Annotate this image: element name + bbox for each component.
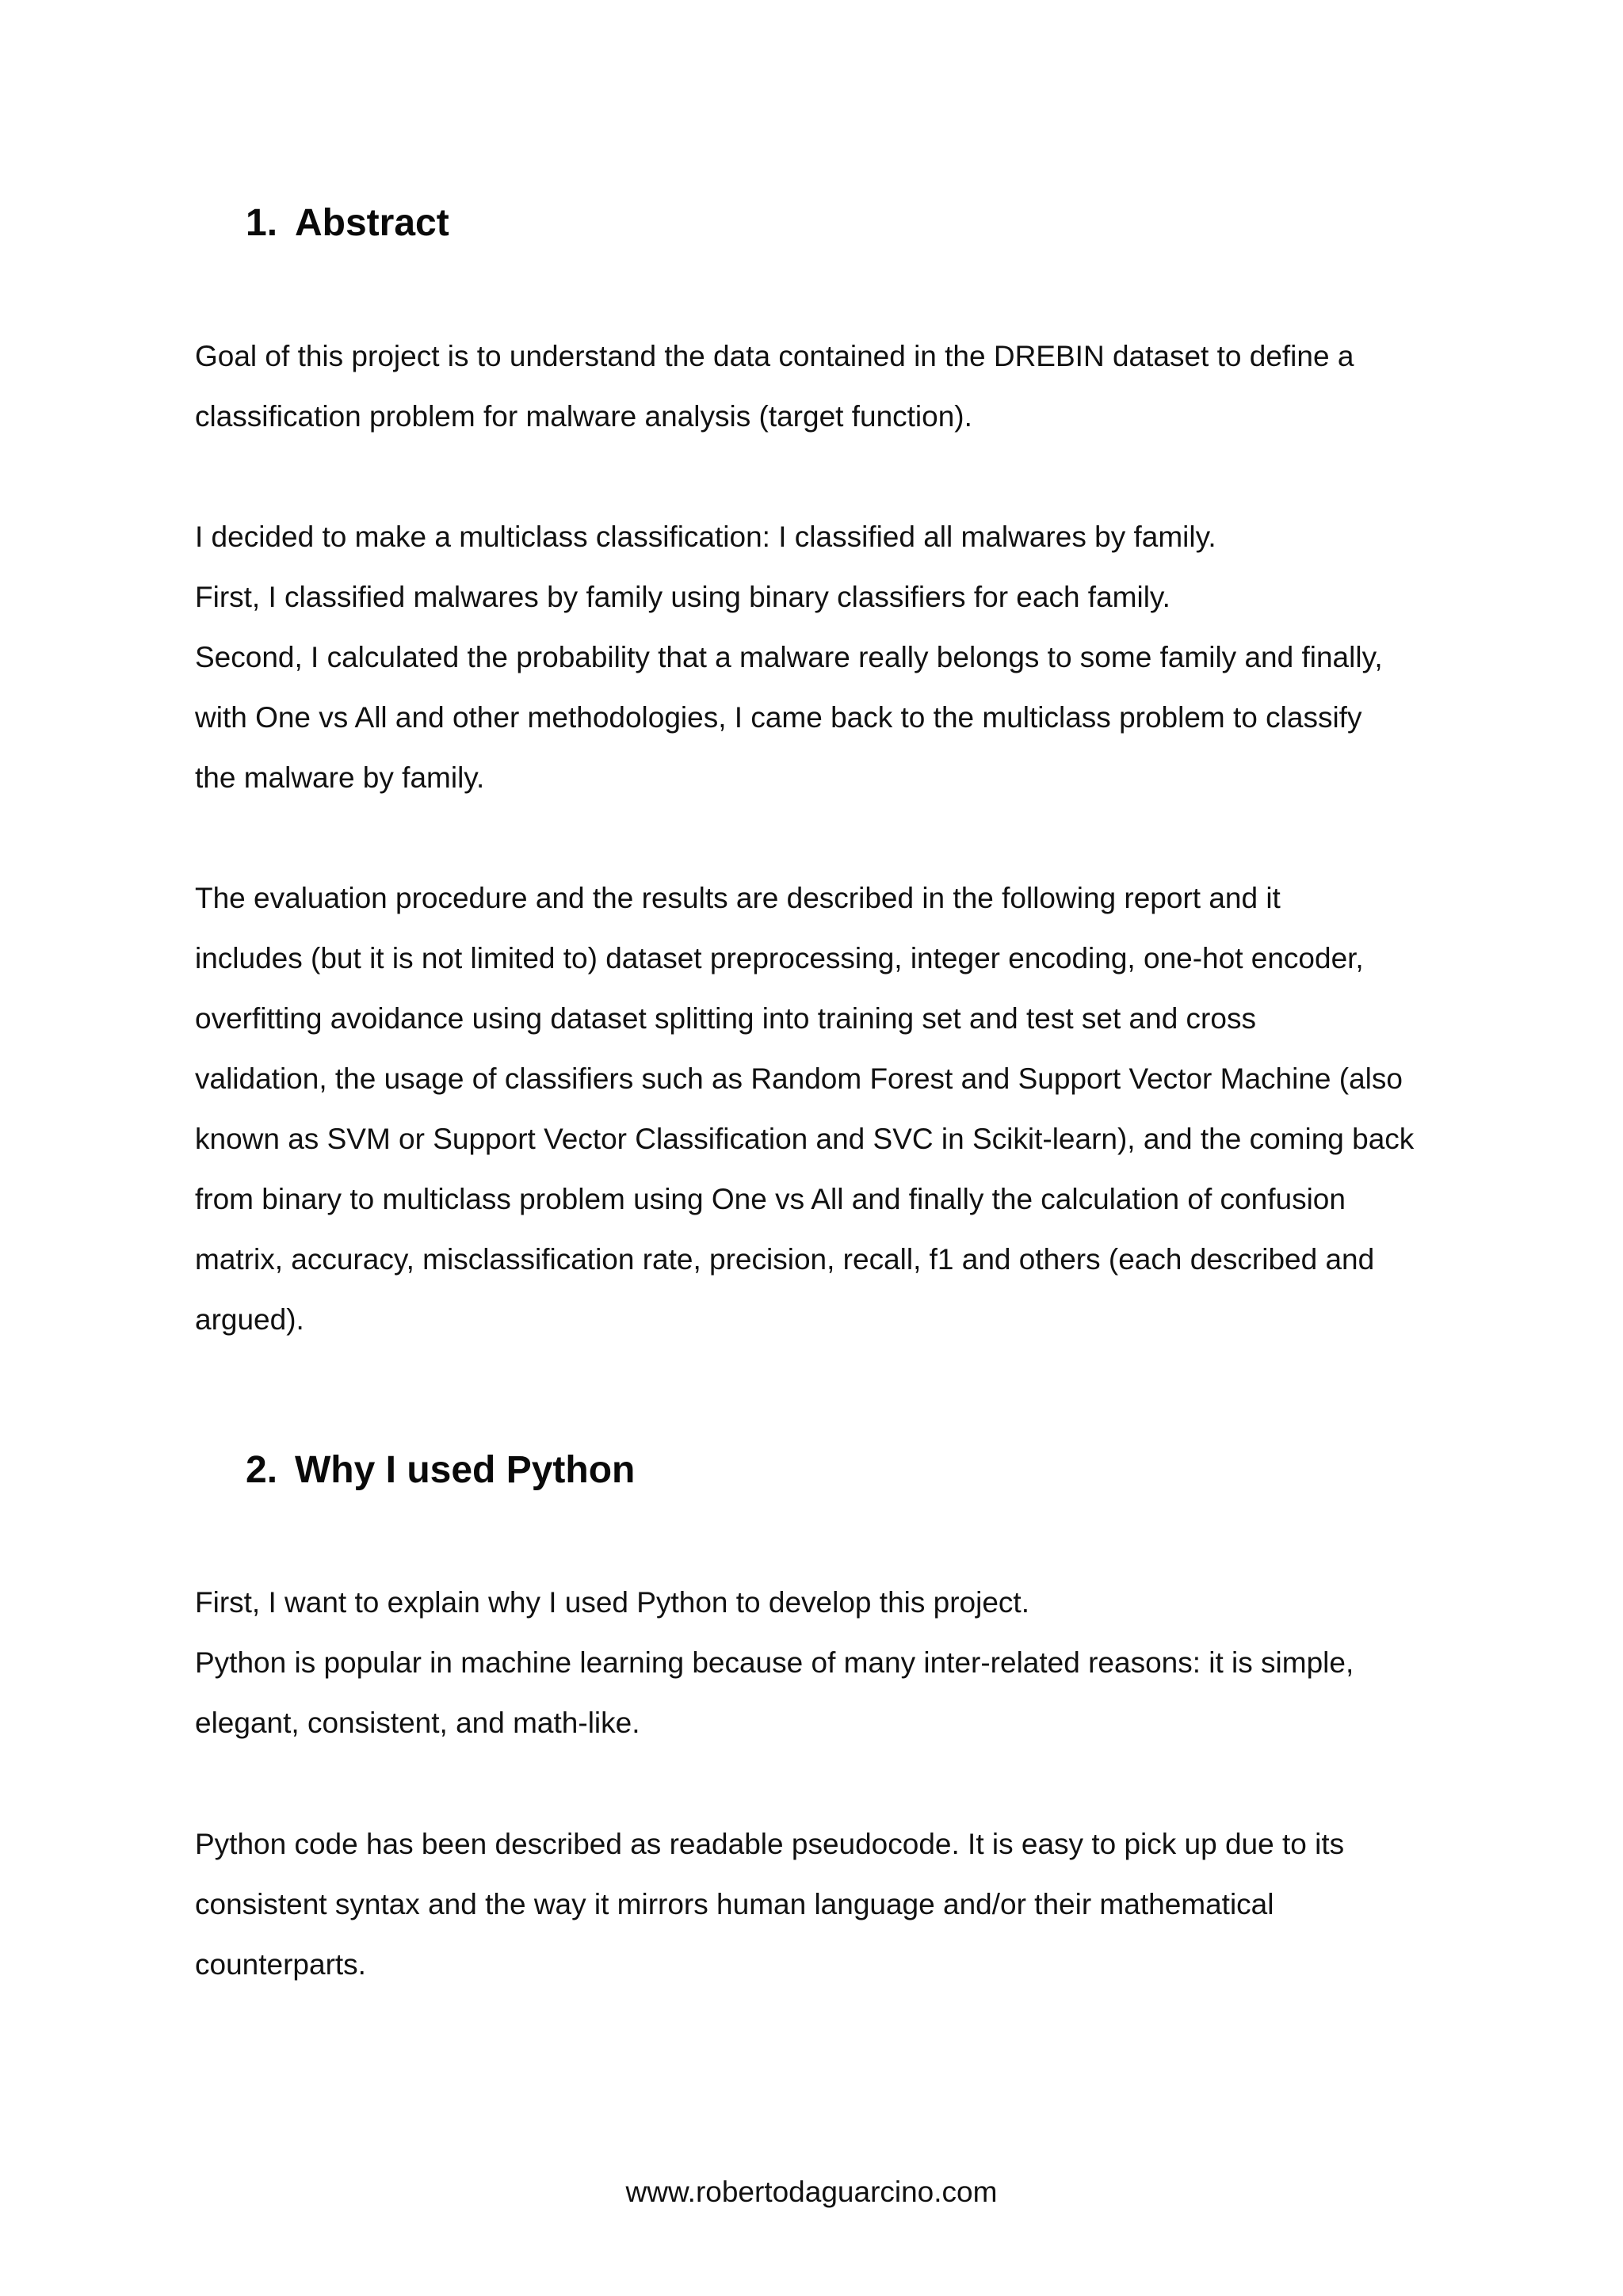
text-line: First, I want to explain why I used Python to develop this project. (195, 1586, 1029, 1619)
text-line: validation, the usage of classifiers such as Random Forest and Support Vector Machine (also (195, 1062, 1403, 1095)
text-line: known as SVM or Support Vector Classification and SVC in Scikit-learn), and the coming back (195, 1123, 1415, 1155)
python-paragraph-1 (195, 1573, 1439, 1753)
abstract-paragraph-3 (195, 868, 1439, 1350)
text-line: Python is popular in machine learning because of many inter-related reasons: it is simple, (195, 1646, 1354, 1679)
section-heading-abstract (246, 200, 449, 247)
text-line: counterparts. (195, 1948, 366, 1981)
text-line: Goal of this project is to understand the data contained in the DREBIN dataset to define a (195, 340, 1354, 372)
text-line: classification problem for malware analysis (target function). (195, 400, 972, 433)
section-number: 2. (246, 1449, 278, 1491)
text-line: includes (but it is not limited to) dataset preprocessing, integer encoding, one-hot encoder, (195, 942, 1364, 974)
section-title: Why I used Python (295, 1449, 636, 1491)
text-line: overfitting avoidance using dataset splitting into training set and test set and cross (195, 1002, 1256, 1035)
text-line: from binary to multiclass problem using One vs All and finally the calculation of confusion (195, 1183, 1346, 1215)
text-line: argued). (195, 1303, 304, 1336)
text-line: matrix, accuracy, misclassification rate, precision, recall, f1 and others (each described and (195, 1243, 1375, 1276)
text-line: with One vs All and other methodologies, I came back to the multiclass problem to classify (195, 701, 1362, 734)
footer-website: www.robertodaguarcino.com (625, 2176, 998, 2208)
text-line: I decided to make a multiclass classification: I classified all malwares by family. (195, 521, 1216, 553)
text-line: Python code has been described as readable pseudocode. It is easy to pick up due to its (195, 1828, 1345, 1860)
text-line: elegant, consistent, and math-like. (195, 1707, 640, 1739)
text-line: The evaluation procedure and the results are described in the following report and it (195, 882, 1281, 914)
section-number: 1. (246, 202, 278, 244)
section-title: Abstract (295, 202, 449, 244)
text-line: consistent syntax and the way it mirrors human language and/or their mathematical (195, 1888, 1274, 1920)
text-line: Second, I calculated the probability that a malware really belongs to some family and finally, (195, 641, 1383, 673)
python-paragraph-2 (195, 1814, 1439, 1995)
abstract-paragraph-2 (195, 507, 1439, 808)
section-heading-why-python (246, 1447, 635, 1494)
text-line: the malware by family. (195, 761, 485, 794)
abstract-paragraph-1 (195, 326, 1439, 447)
text-line: First, I classified malwares by family using binary classifiers for each family. (195, 581, 1170, 613)
